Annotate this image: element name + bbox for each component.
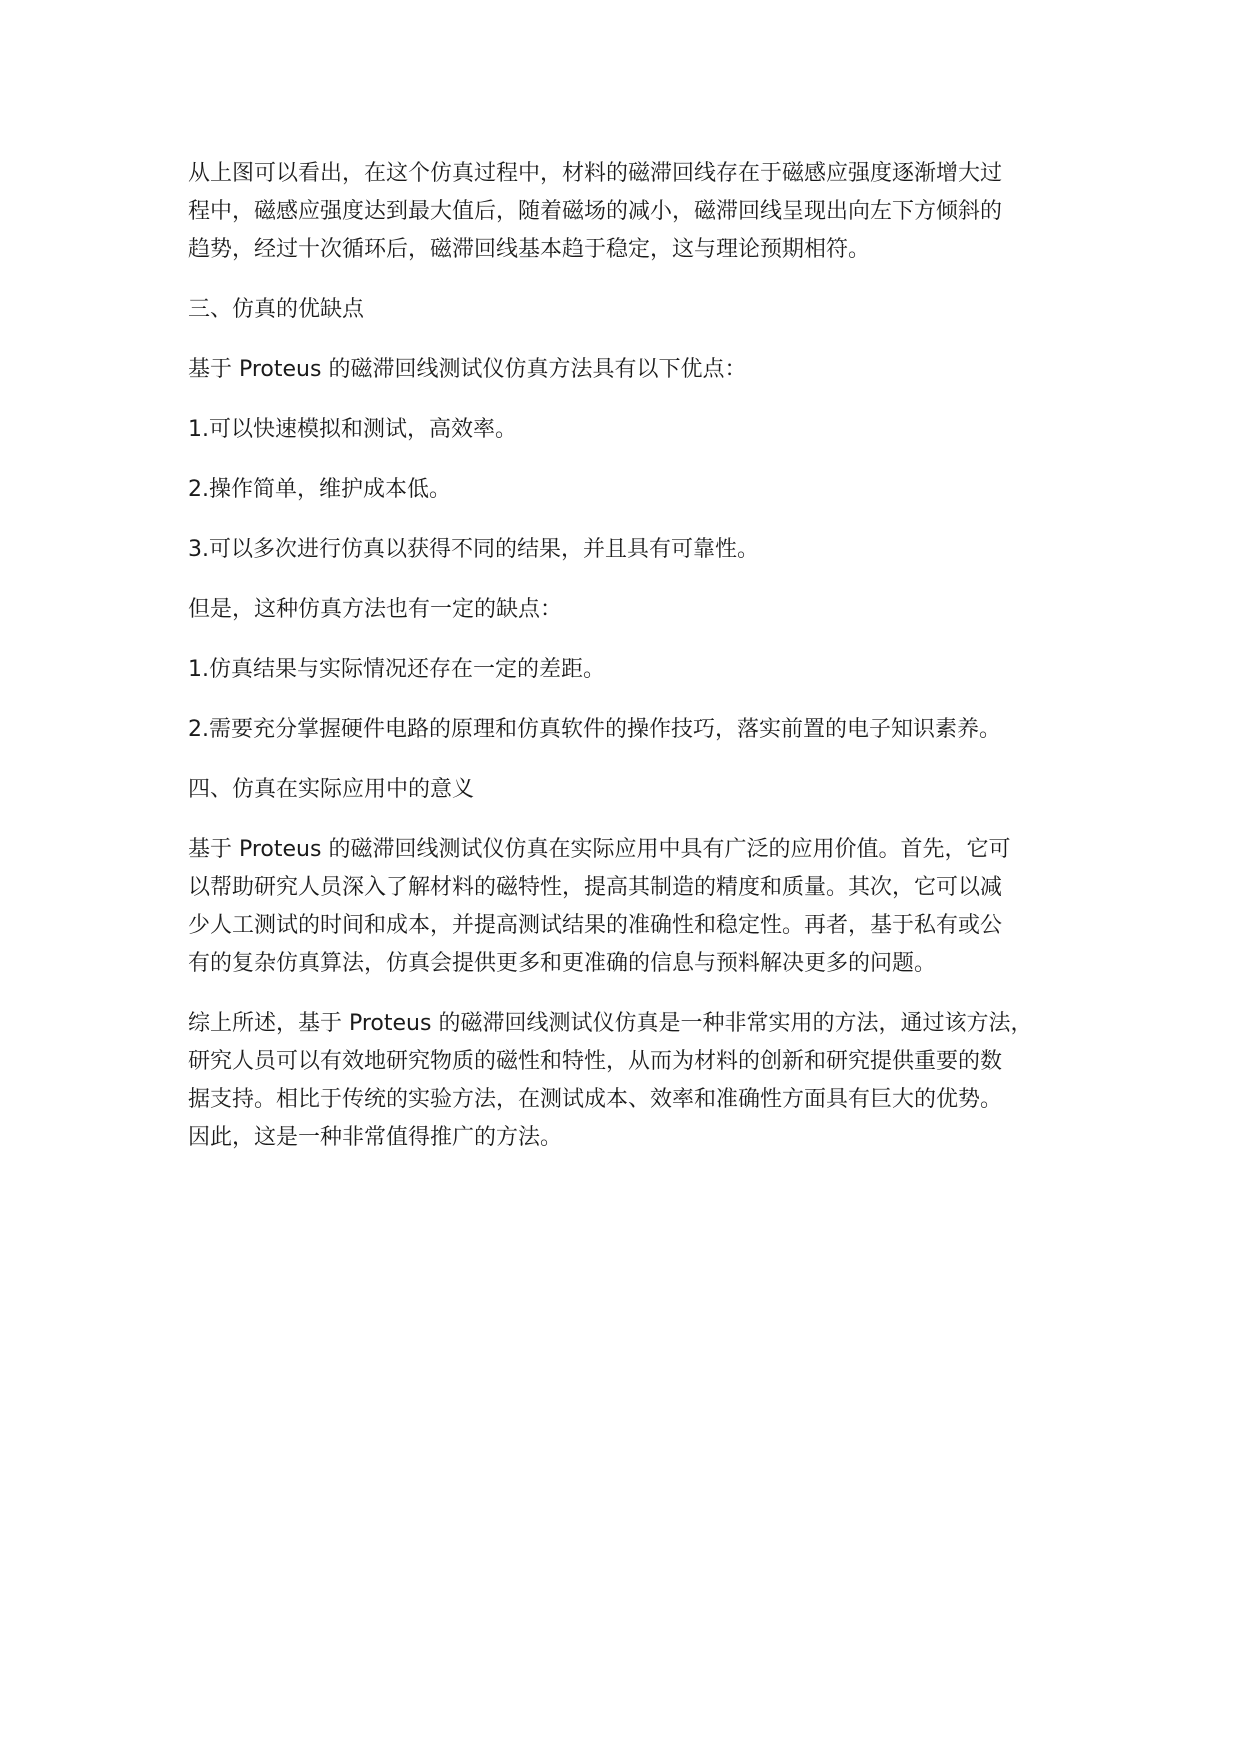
text-line: 从上图可以看出，在这个仿真过程中，材料的磁滞回线存在于磁感应强度逐渐增大过 [188, 161, 1003, 186]
text-line: 趋势，经过十次循环后，磁滞回线基本趋于稳定，这与理论预期相符。 [188, 237, 871, 262]
list-item-advantage-3 [188, 531, 1088, 569]
text-line: 基于 Proteus 的磁滞回线测试仪仿真在实际应用中具有广泛的应用价值。首先，它可 [188, 837, 1011, 862]
paragraph-advantages-intro [188, 351, 1088, 389]
text-line: 程中，磁感应强度达到最大值后，随着磁场的减小，磁滞回线呈现出向左下方倾斜的 [188, 199, 1003, 224]
text-line: 基于 Proteus 的磁滞回线测试仪仿真方法具有以下优点： [188, 357, 747, 382]
list-item-disadvantage-1 [188, 651, 1088, 689]
text-line: 因此，这是一种非常值得推广的方法。 [188, 1125, 563, 1150]
heading-text: 三、仿真的优缺点 [188, 297, 365, 322]
text-line: 1.仿真结果与实际情况还存在一定的差距。 [188, 657, 605, 682]
text-line: 研究人员可以有效地研究物质的磁性和特性，从而为材料的创新和研究提供重要的数 [188, 1049, 1003, 1074]
text-line: 但是，这种仿真方法也有一定的缺点： [188, 597, 563, 622]
paragraph-disadvantages-intro [188, 591, 1088, 629]
text-line: 1.可以快速模拟和测试，高效率。 [188, 417, 517, 442]
list-item-advantage-1 [188, 411, 1088, 449]
text-line: 综上所述，基于 Proteus 的磁滞回线测试仪仿真是一种非常实用的方法，通过该方法， [188, 1011, 1033, 1036]
text-line: 3.可以多次进行仿真以获得不同的结果，并且具有可靠性。 [188, 537, 759, 562]
text-line: 少人工测试的时间和成本，并提高测试结果的准确性和稳定性。再者，基于私有或公 [188, 913, 1003, 938]
text-line: 2.操作简单，维护成本低。 [188, 477, 451, 502]
section-heading-pros-cons [188, 291, 1088, 329]
paragraph-simulation-result [188, 155, 1088, 269]
list-item-advantage-2 [188, 471, 1088, 509]
paragraph-conclusion [188, 1005, 1088, 1157]
text-line: 据支持。相比于传统的实验方法，在测试成本、效率和准确性方面具有巨大的优势。 [188, 1087, 1003, 1112]
text-line: 以帮助研究人员深入了解材料的磁特性，提高其制造的精度和质量。其次，它可以减 [188, 875, 1003, 900]
document-body [188, 155, 1088, 1179]
section-heading-significance [188, 771, 1088, 809]
heading-text: 四、仿真在实际应用中的意义 [188, 777, 475, 802]
paragraph-application-value [188, 831, 1088, 983]
text-line: 有的复杂仿真算法，仿真会提供更多和更准确的信息与预料解决更多的问题。 [188, 951, 937, 976]
text-line: 2.需要充分掌握硬件电路的原理和仿真软件的操作技巧，落实前置的电子知识素养。 [188, 717, 1001, 742]
list-item-disadvantage-2 [188, 711, 1088, 749]
